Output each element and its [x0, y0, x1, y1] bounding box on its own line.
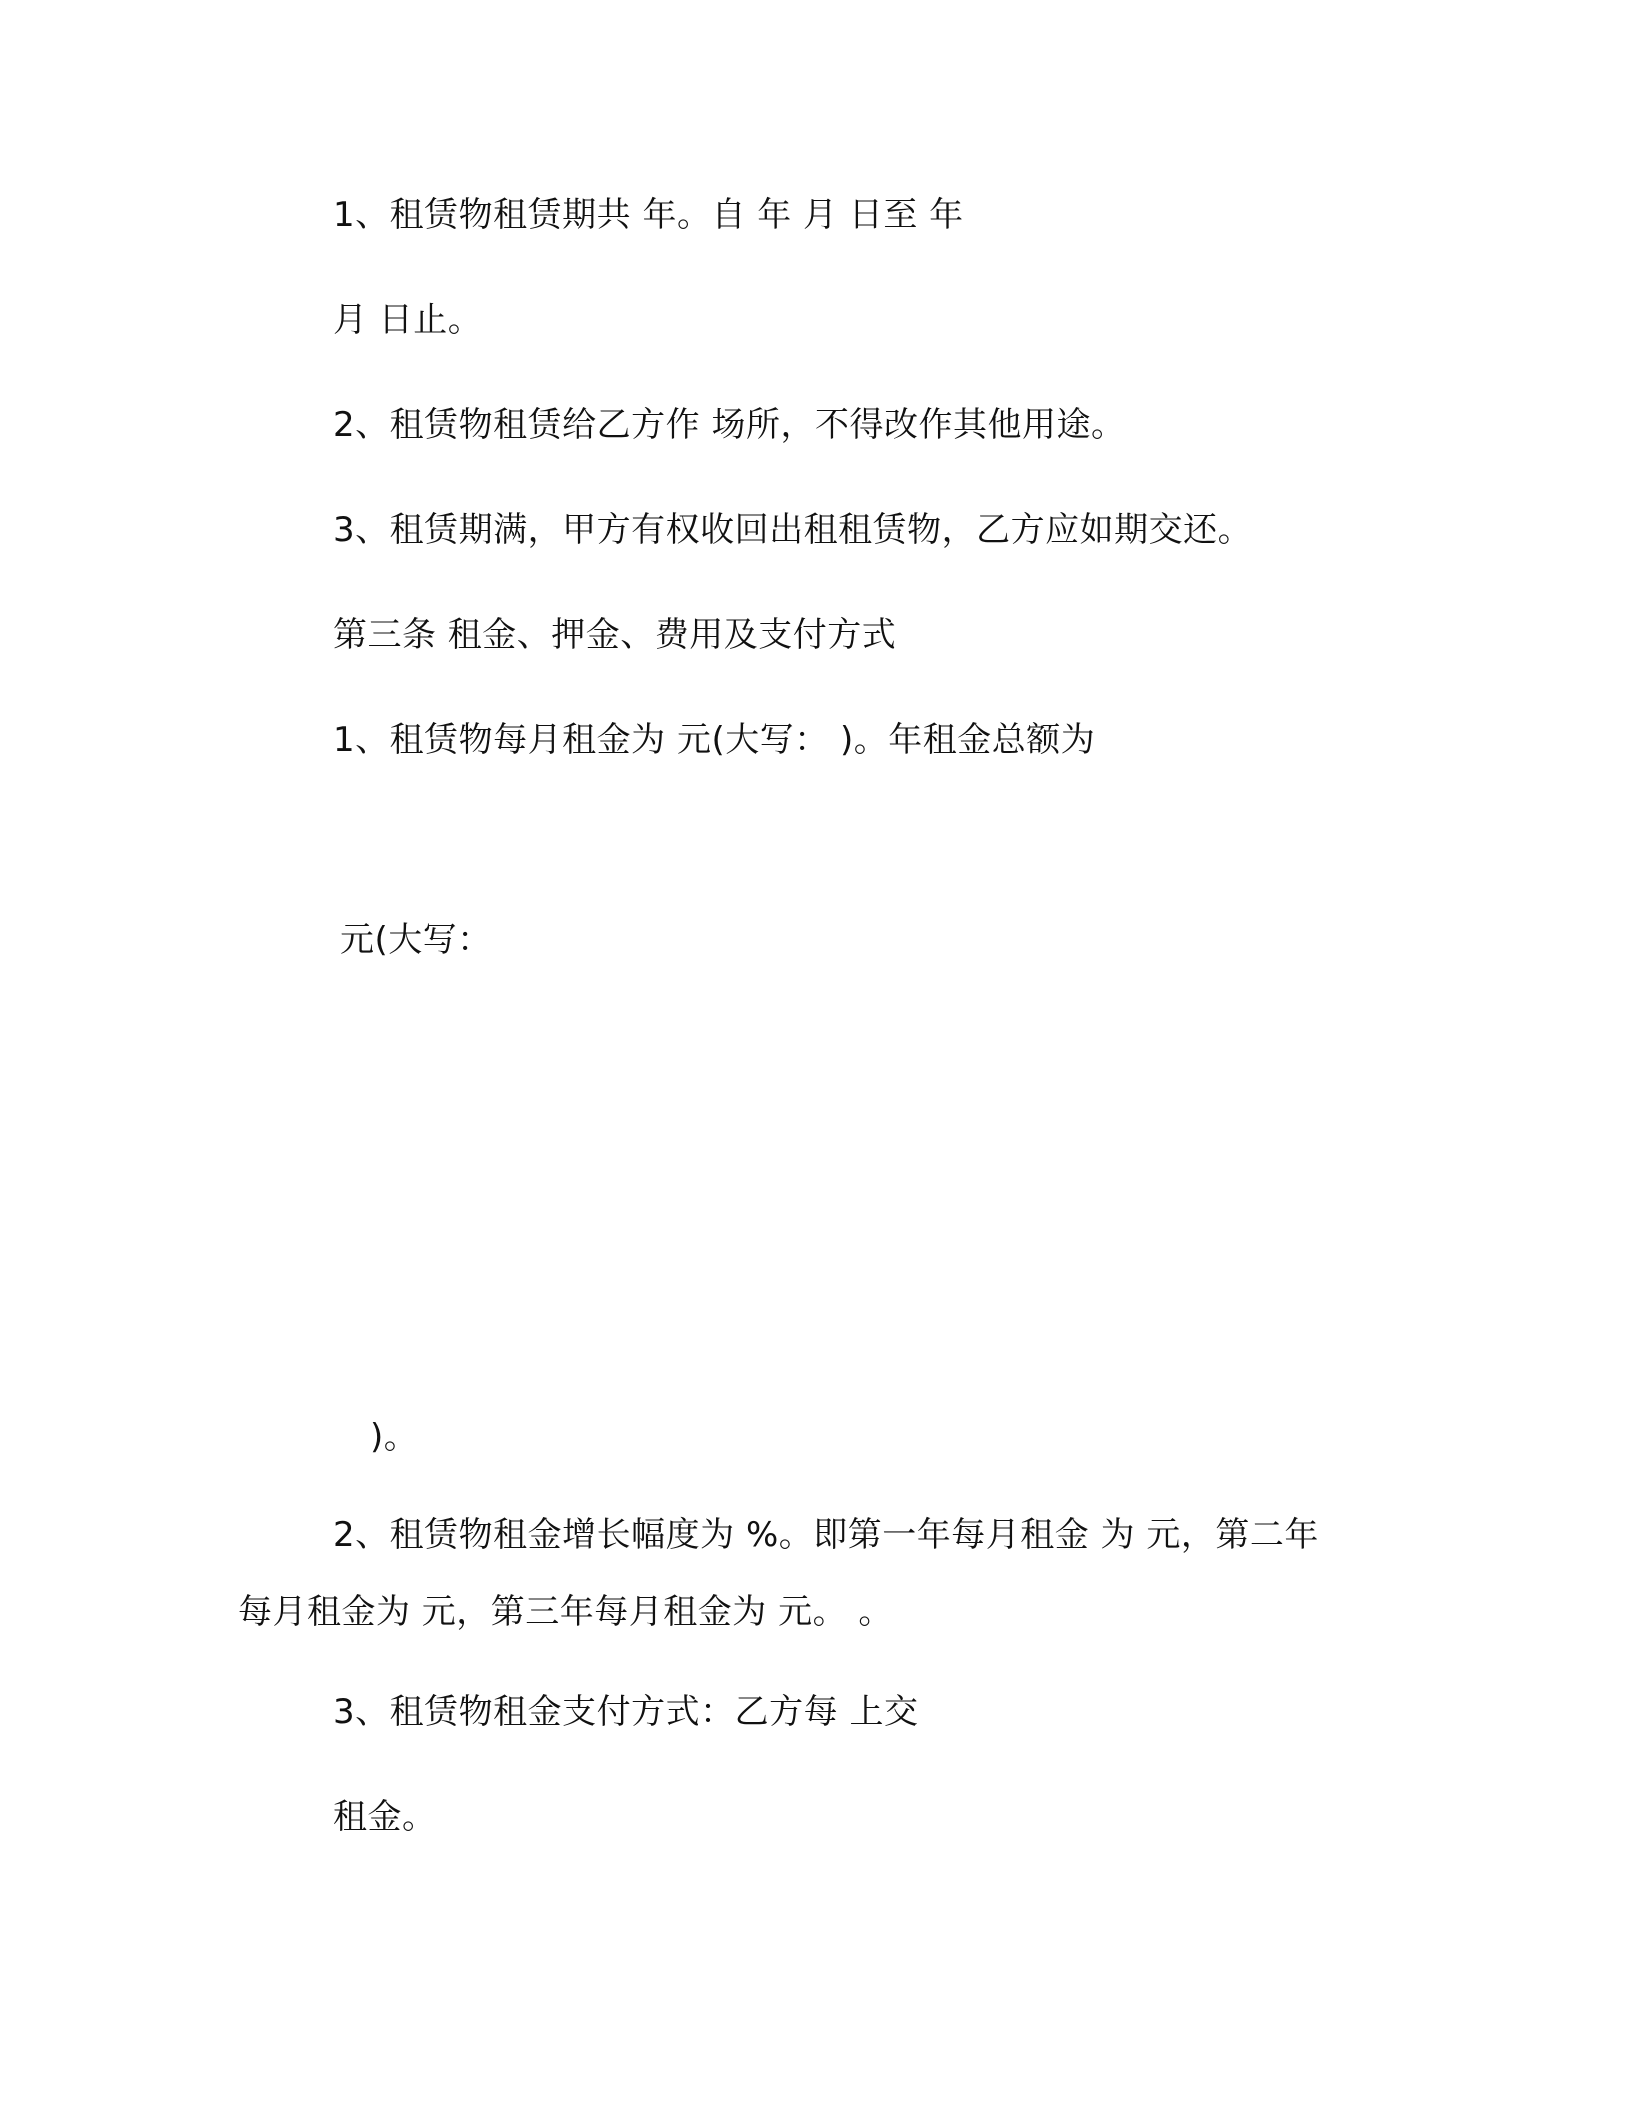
term-clause-3: 3、租赁期满，甲方有权收回出租租赁物，乙方应如期交还。 — [333, 510, 1253, 550]
article-3-heading: 第三条 租金、押金、费用及支付方式 — [333, 615, 897, 655]
rent-clause-1-line-1: 1、租赁物每月租金为 元(大写： )。年租金总额为 — [333, 720, 1096, 760]
rent-clause-3-line-1: 3、租赁物租金支付方式：乙方每 上交 — [333, 1692, 919, 1732]
term-clause-1-line-1: 1、租赁物租赁期共 年。自 年 月 日至 年 — [333, 195, 964, 235]
rent-clause-3-line-2: 租金。 — [333, 1797, 437, 1837]
term-clause-2: 2、租赁物租赁给乙方作 场所，不得改作其他用途。 — [333, 405, 1126, 445]
term-clause-1-line-2: 月 日止。 — [333, 300, 483, 340]
rent-clause-1-line-3: )。 — [370, 1417, 419, 1457]
rent-clause-1-line-2: 元(大写： — [340, 920, 492, 960]
rent-clause-2-line-1: 2、租赁物租金增长幅度为 %。即第一年每月租金 为 元，第二年 — [333, 1515, 1319, 1555]
rent-clause-2-line-2: 每月租金为 元，第三年每月租金为 元。 。 — [238, 1592, 893, 1632]
